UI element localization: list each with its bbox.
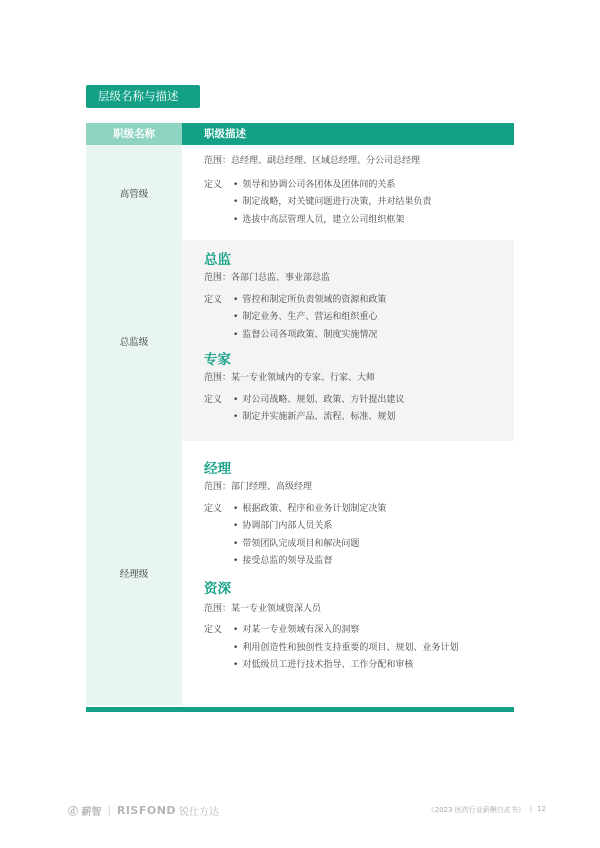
scope-text: 范围：某一专业领域内的专家、行家、大师 <box>204 373 376 383</box>
header-level-description: 职级描述 <box>182 123 514 145</box>
definition-list <box>233 622 458 675</box>
level-description <box>182 240 514 441</box>
list-item: • 对低级员工进行技术指导、工作分配和审核 <box>233 657 458 675</box>
level-name: 总监级 <box>86 240 182 441</box>
role-heading: 专家 <box>204 352 231 368</box>
header-level-name: 职级名称 <box>86 123 182 145</box>
level-name: 经理级 <box>86 441 182 705</box>
level-name: 高管级 <box>86 145 182 240</box>
xinzhi-logo: ⓓ 薪智 <box>68 807 102 818</box>
logo-divider: | <box>107 805 111 816</box>
scope-text: 范围：总经理、副总经理、区域总经理、分公司总经理 <box>204 156 421 166</box>
publication-title: 《2023 医药行业薪酬白皮书》 <box>427 806 525 814</box>
definition-list <box>233 501 386 571</box>
list-item: • 管控和制定所负责领域的资源和政策 <box>233 292 386 310</box>
definition-label: 定义 <box>204 503 223 514</box>
scope-text: 范围：各部门总监、事业部总监 <box>204 273 331 283</box>
level-description <box>182 145 514 240</box>
list-item: • 制定战略，对关键问题进行决策，并对结果负责 <box>233 194 431 212</box>
role-heading: 经理 <box>204 461 231 477</box>
definition-label: 定义 <box>204 625 223 635</box>
definition-list <box>233 177 431 230</box>
list-item: • 制定并实施新产品、流程、标准、规划 <box>233 409 404 427</box>
risfond-logo: RISFOND <box>116 804 177 817</box>
role-heading: 资深 <box>204 580 231 597</box>
scope-text: 范围：某一专业领域资深人员 <box>204 603 322 614</box>
footer-logos <box>68 803 219 818</box>
definition-block <box>204 622 514 675</box>
definition-list <box>233 292 386 345</box>
list-item: • 根据政策、程序和业务计划制定决策 <box>233 501 386 519</box>
definition-label: 定义 <box>204 294 223 305</box>
footer-divider: | <box>529 805 533 813</box>
definition-block <box>204 392 514 427</box>
list-item: • 协调部门内部人员关系 <box>233 518 386 536</box>
list-item: • 接受总监的领导及监督 <box>233 553 386 571</box>
list-item: • 选拔中高层管理人员，建立公司组织框架 <box>233 212 431 230</box>
role-heading: 总监 <box>204 252 231 268</box>
table-row <box>86 145 514 240</box>
definition-block <box>204 292 514 345</box>
list-item: • 对某一专业领域有深入的洞察 <box>233 622 458 640</box>
page-number: 12 <box>537 805 546 813</box>
level-description <box>182 441 514 705</box>
table-row <box>86 441 514 705</box>
section-title: 层级名称与描述 <box>86 85 200 108</box>
definition-list <box>233 392 404 427</box>
scope-text: 范围：部门经理、高级经理 <box>204 482 313 492</box>
page-footer <box>428 805 546 815</box>
list-item: • 制定业务、生产、营运和组织重心 <box>233 309 386 327</box>
definition-block <box>204 177 514 230</box>
table-bottom-rule <box>86 707 514 712</box>
definition-block <box>204 501 514 571</box>
table-header <box>86 123 514 145</box>
table-row <box>86 240 514 441</box>
risfond-cn-logo: 锐仕方达 <box>179 807 220 818</box>
list-item: • 带领团队完成项目和解决问题 <box>233 536 386 554</box>
level-table <box>86 123 514 705</box>
list-item: • 监督公司各项政策、制度实施情况 <box>233 327 386 345</box>
definition-label: 定义 <box>204 394 223 405</box>
list-item: • 对公司战略、规划、政策、方针提出建议 <box>233 392 404 410</box>
list-item: • 利用创造性和独创性支持重要的项目、规划、业务计划 <box>233 640 458 658</box>
list-item: • 领导和协调公司各团体及团体间的关系 <box>233 177 431 195</box>
definition-label: 定义 <box>204 179 223 190</box>
